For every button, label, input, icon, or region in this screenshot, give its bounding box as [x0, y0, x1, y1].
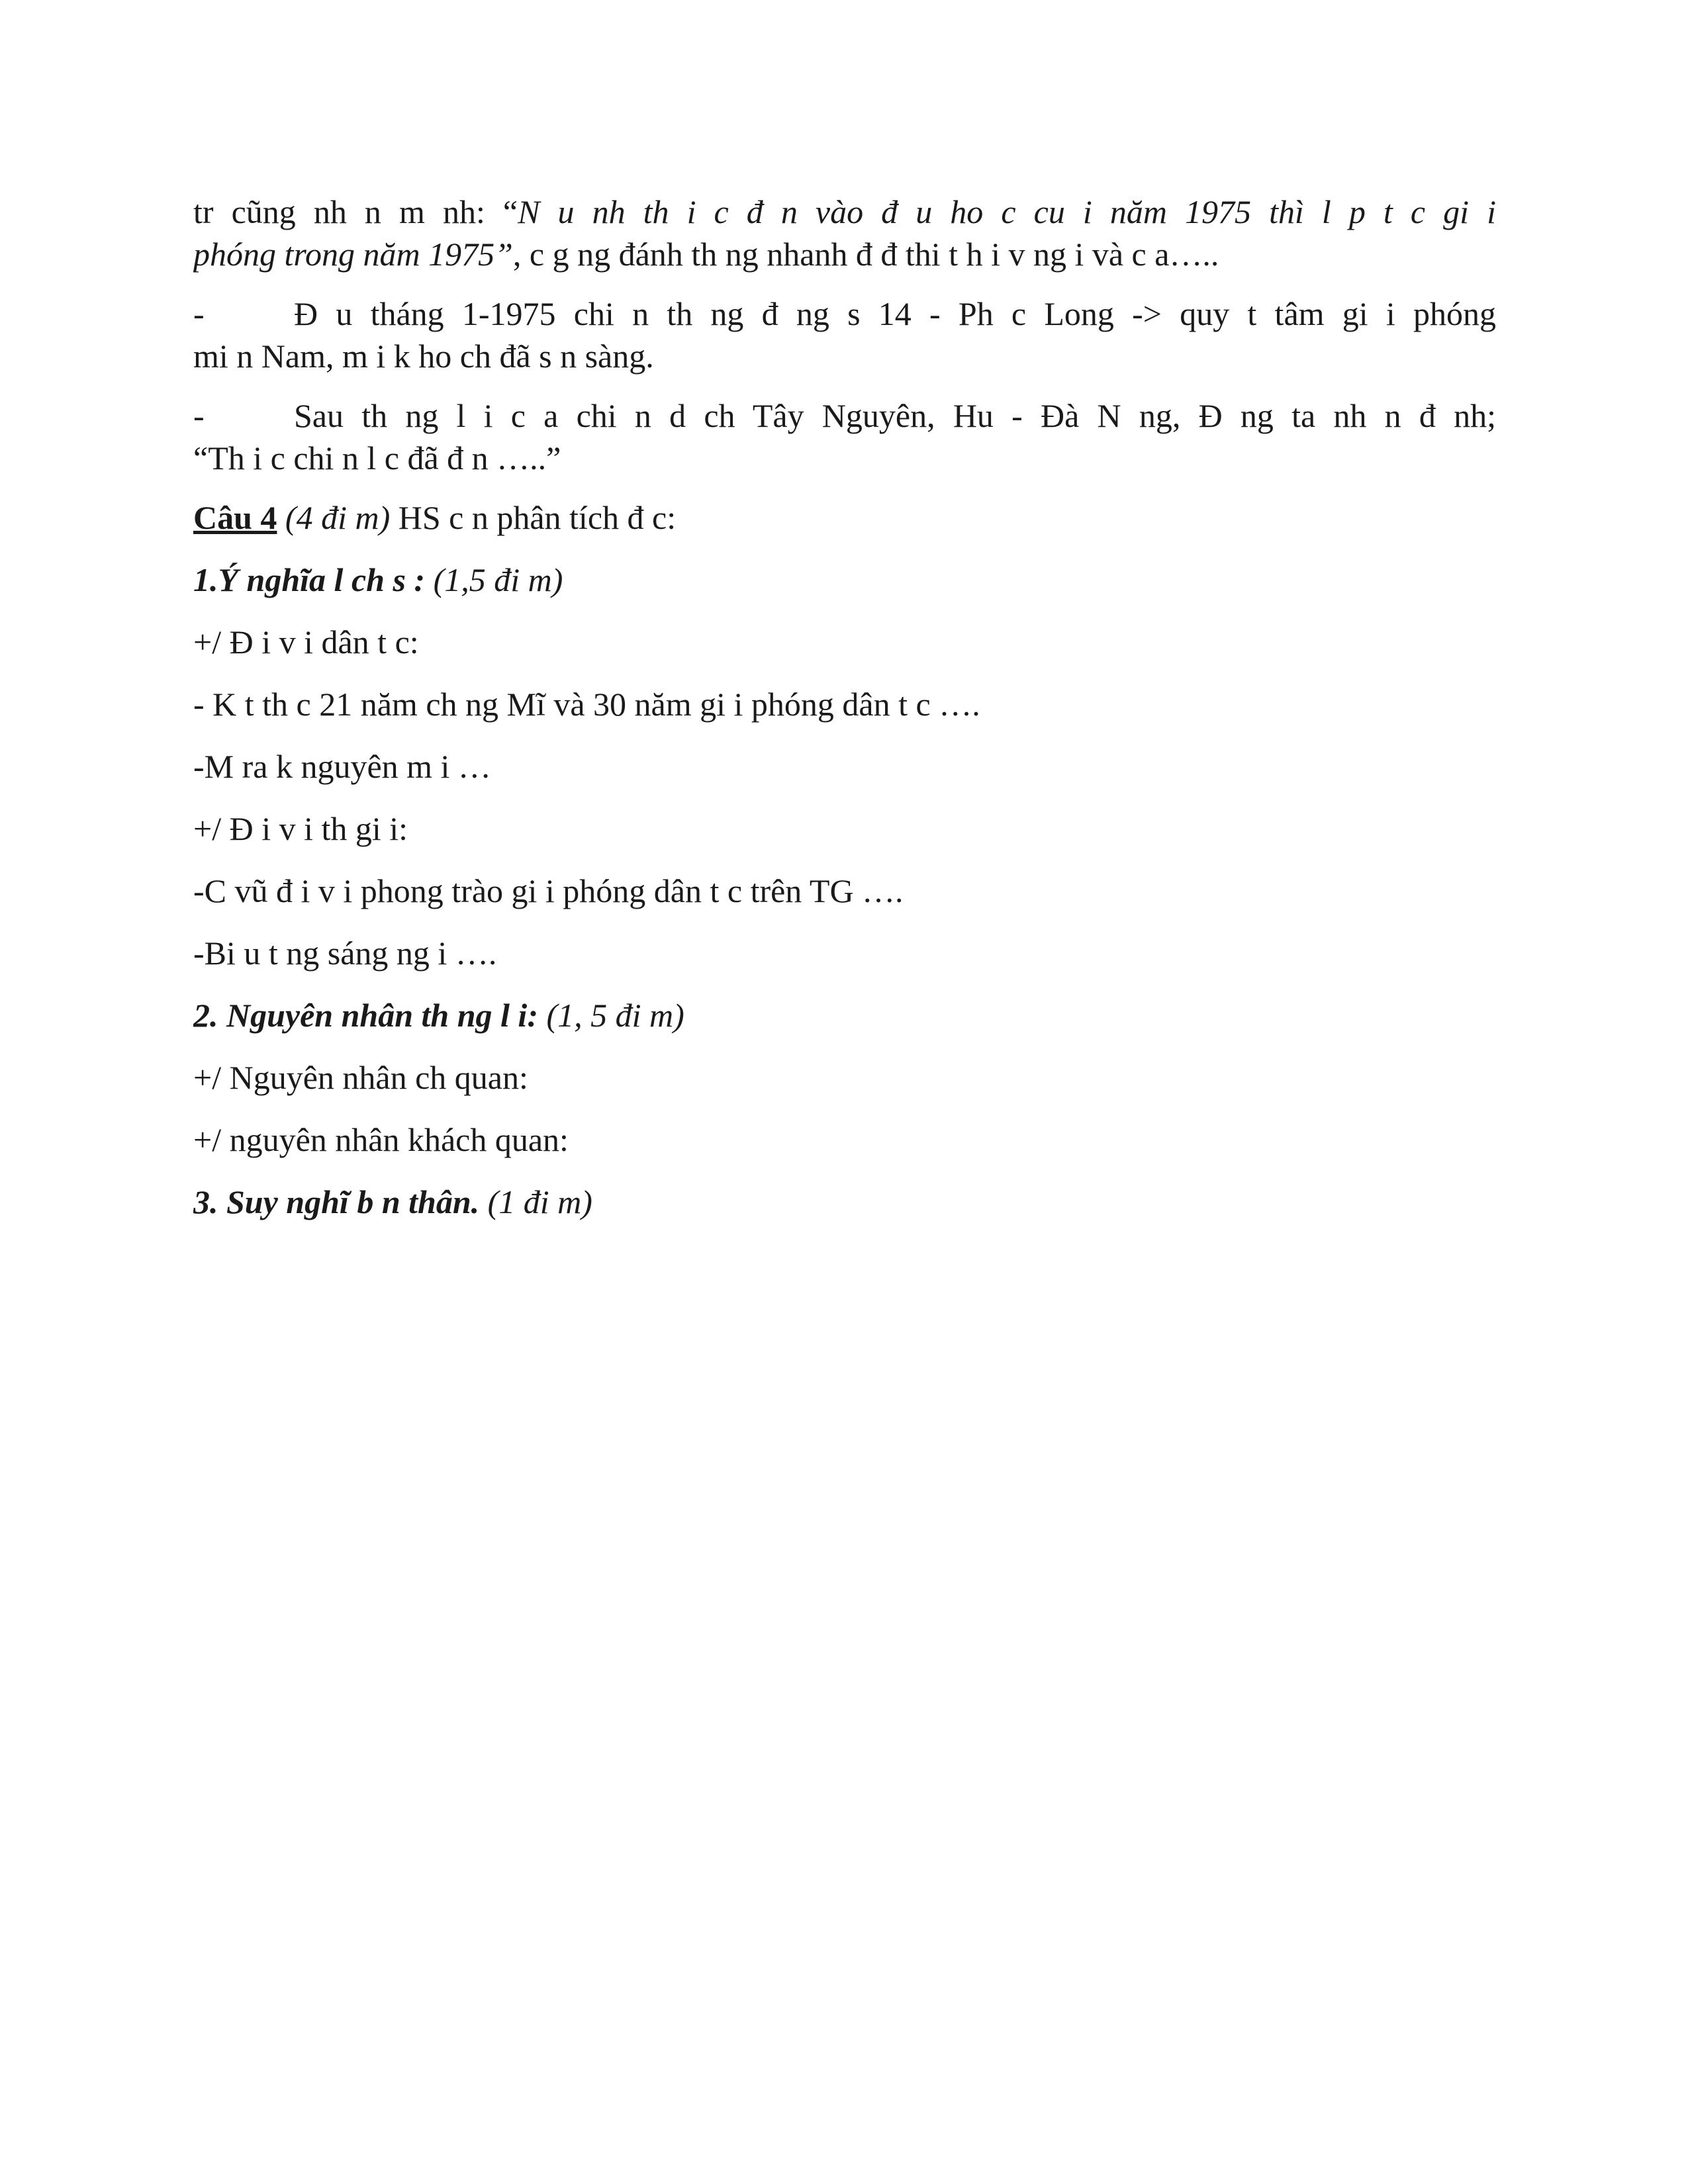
section-points: (1, 5 đi m) — [538, 997, 684, 1034]
list-item: +/ nguyên nhân khách quan: — [193, 1121, 569, 1158]
section-heading — [193, 559, 1496, 601]
section-title: 1.Ý nghĩa l ch s : — [193, 561, 426, 598]
paragraph-line: Đ u tháng 1-1975 chi n th ng đ ng s 14 - Ph c Long -> quy t tâm gi i phóng — [294, 295, 1496, 332]
list-item: +/ Đ i v i dân t c: — [193, 623, 419, 660]
paragraph-line: mi n Nam, m i k ho ch đã s n sàng. — [193, 338, 654, 375]
section-title: 2. Nguyên nhân th ng l i: — [193, 997, 538, 1034]
question-points: (4 đi m) — [277, 499, 391, 536]
list-item: -Bi u t ng sáng ng i …. — [193, 934, 497, 972]
paragraph-bullet — [193, 394, 1496, 479]
list-item: +/ Đ i v i th gi i: — [193, 810, 408, 847]
paragraph-bullet — [193, 293, 1496, 377]
list-item: +/ Nguyên nhân ch quan: — [193, 1059, 528, 1096]
paragraph-line: “Th i c chi n l c đã đ n …..” — [193, 439, 561, 477]
dash-marker: - — [193, 397, 205, 434]
list-item: -C vũ đ i v i phong trào gi i phóng dân t c trên TG …. — [193, 872, 904, 909]
dash-marker: - — [193, 295, 205, 332]
document-body — [193, 191, 1496, 1223]
question-text: HS c n phân tích đ c: — [390, 499, 677, 536]
section-title: 3. Suy nghĩ b n thân. — [193, 1183, 480, 1220]
question-heading — [193, 496, 1496, 539]
list-item: - K t th c 21 năm ch ng Mĩ và 30 năm gi i phóng dân t c …. — [193, 686, 980, 723]
question-label: Câu 4 — [193, 499, 277, 536]
paragraph-line — [193, 233, 1496, 275]
text-run: , c g ng đánh th ng nhanh đ đ thi t h i v ng i và c a….. — [512, 236, 1219, 273]
text-run: tr cũng nh n m nh: “ — [193, 193, 518, 230]
paragraph-line: Sau th ng l i c a chi n d ch Tây Nguyên, Hu - Đà N ng, Đ ng ta nh n đ nh; — [294, 397, 1496, 434]
list-item: -M ra k nguyên m i … — [193, 748, 491, 785]
section-heading — [193, 994, 1496, 1036]
section-points: (1 đi m) — [479, 1183, 592, 1220]
paragraph-quote — [193, 191, 1496, 275]
paragraph-line — [193, 191, 1496, 233]
quote-text: N u nh th i c đ n vào đ u ho c cu i năm 1975 thì l p t c gi i — [518, 193, 1496, 230]
section-heading — [193, 1181, 1496, 1223]
section-points: (1,5 đi m) — [425, 561, 563, 598]
quote-text: phóng trong năm 1975” — [193, 236, 513, 273]
